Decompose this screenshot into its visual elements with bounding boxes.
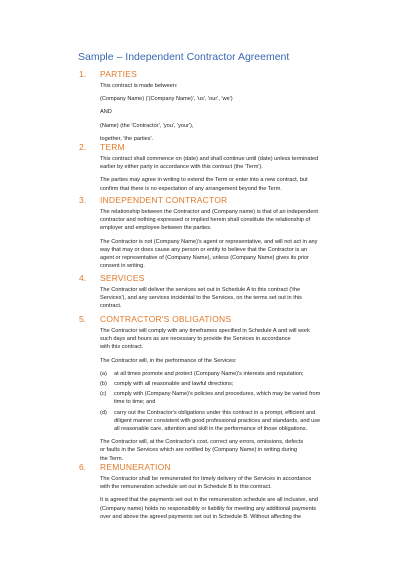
section-heading: SERVICES: [100, 273, 145, 283]
paragraph: The relationship between the Contractor and (Company name) is that of an independent contractor and nothing expressed or implied herein shall constitute the relationship of employer and employee between the parties.: [100, 209, 318, 232]
list-item-label: (c): [100, 391, 107, 398]
list-item-text: carry out the Contractor's obligations under this contract in a prompt, efficient and diligent manner consistent with good professional practices and standards, and use all reasonable care, attention and skill in the performance of those obligations.: [114, 409, 321, 433]
section-body: [100, 286, 332, 316]
paragraph: The Contractor shall be remunerated for timely delivery of the Services in accordance with the remuneration schedule set out in Schedule B to this contract.: [100, 476, 312, 491]
list-item: [100, 390, 332, 406]
list-item-label: (a): [100, 370, 107, 377]
section-body: [100, 475, 332, 526]
section-heading: TERM: [100, 142, 125, 152]
paragraph: (Company Name) ('(Company Name)', 'us', 'our', 'we'): [100, 96, 233, 103]
section-number: 3.: [79, 195, 87, 205]
paragraph: This contract is made between:: [100, 83, 178, 89]
section-heading: CONTRACTOR'S OBLIGATIONS: [100, 314, 232, 324]
paragraph: AND: [100, 109, 112, 116]
section-number: 4.: [79, 273, 87, 283]
paragraph: The Contractor will deliver the services set out in Schedule A to this contract ('the Services'), and any services incidental to the Services, on the terms set out in this contract.: [100, 287, 302, 310]
list-item-text: comply with (Company Name)'s policies and procedures, which may be varied from time to time; and: [114, 391, 321, 406]
section-number: 2.: [79, 142, 87, 152]
paragraph: The Contractor will comply with any timeframes specified in Schedule A and will work such days and hours as are necessary to provide the Services in accordance with this contract.: [100, 328, 310, 351]
section-body: [100, 155, 332, 198]
list-item: [100, 370, 332, 378]
section-body: [100, 82, 332, 148]
list-item-label: (b): [100, 381, 107, 388]
section-heading: INDEPENDENT CONTRACTOR: [100, 195, 228, 205]
section-body: [100, 327, 332, 468]
paragraph: The Contractor is not (Company Name)'s agent or representative, and will not act in any way that may or does cause any person or entity to believe that the Contractor is an agent or representative of (Company Name), unless (Company Name) gives its prior consent in writing.: [100, 238, 318, 270]
paragraph: together, 'the parties'.: [100, 135, 154, 142]
paragraph: (Name) (the 'Contractor', 'you', 'your'),: [100, 122, 194, 129]
list-item-text: comply with all reasonable and lawful directions;: [114, 381, 234, 388]
list-item-text: at all times promote and protect (Company Name)'s interests and reputation;: [114, 370, 304, 377]
section-heading: REMUNERATION: [100, 462, 171, 472]
paragraph: The parties may agree in writing to extend the Term or enter into a new contract, but confirm that there is no expectation of any arrangement beyond the Term.: [100, 177, 308, 192]
paragraph: The Contractor will, at the Contractor's cost, correct any errors, omissions, defects or faults in the Services which are notified by (Company Name) in writing during the Term.: [100, 439, 304, 462]
section-body: [100, 208, 332, 275]
section-number: 1.: [79, 69, 87, 79]
paragraph: This contract shall commence on (date) and shall continue until (date) unless terminated earlier by either party in accordance with this contract (the 'Term').: [100, 156, 319, 171]
section-number: 6.: [79, 462, 87, 472]
list-item: [100, 380, 332, 388]
list-item: [100, 409, 332, 434]
paragraph: The Contractor will, in the performance of the Services:: [100, 357, 237, 364]
list-item-label: (d): [100, 409, 107, 416]
section-heading: PARTIES: [100, 69, 137, 79]
document-title: Sample – Independent Contractor Agreement: [78, 51, 290, 63]
paragraph: It is agreed that the payments set out in the remuneration schedule are all inclusive, and (Company name) holds no responsibility or liability for meeting any additional payments over and above the agreed payments set out in Schedule B. Without affecting the: [100, 497, 318, 520]
section-number: 5.: [79, 314, 87, 324]
